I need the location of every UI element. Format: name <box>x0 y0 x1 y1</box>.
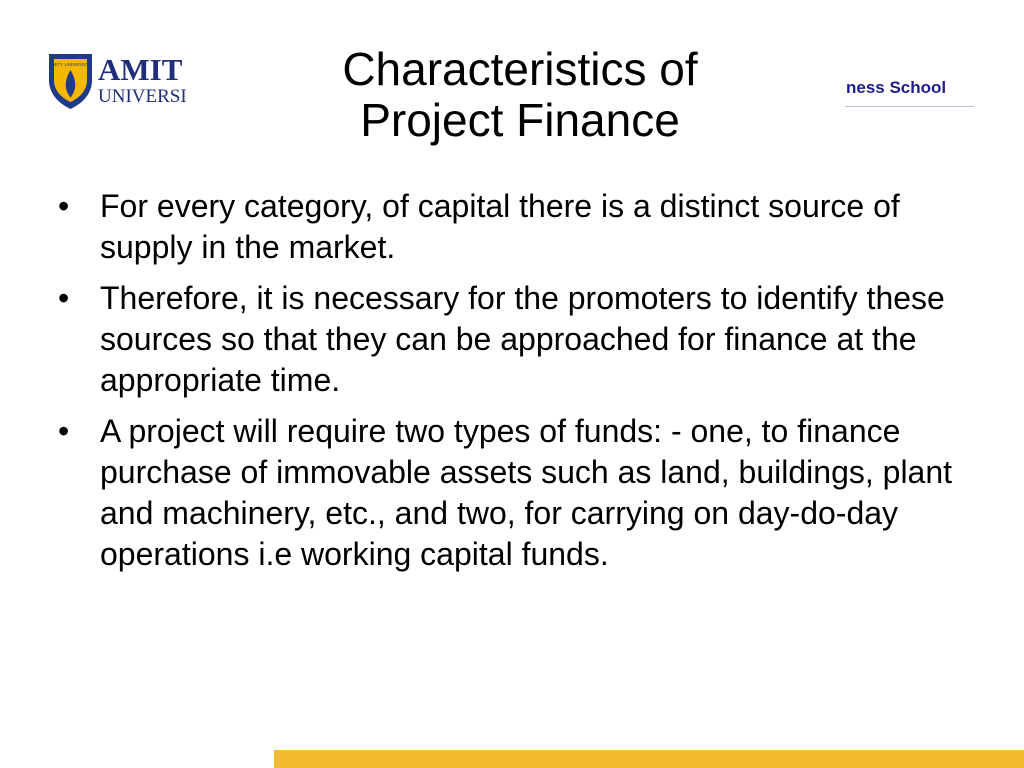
bullet-item <box>58 278 978 401</box>
amity-shield-icon <box>46 50 198 112</box>
logo-crest-text: AMITY UNIVERSITY <box>49 62 92 67</box>
slide-title-line2: Project Finance <box>360 94 680 146</box>
amity-university-logo <box>46 50 198 112</box>
bullet-marker: • <box>58 413 70 449</box>
slide-title <box>240 44 800 146</box>
school-label: ness School <box>846 78 947 97</box>
school-underline <box>845 106 974 107</box>
bullet-text: For every category, of capital there is a distinct source of supply in the market. <box>100 188 900 265</box>
footer-accent-bar <box>274 750 1024 768</box>
bullet-text: A project will require two types of funds: - one, to finance purchase of immovable assets such as land, buildings, plant and machinery, etc., and two, for carrying on day-do-day operations i.e working capital funds. <box>100 413 953 572</box>
bullet-item <box>58 411 978 575</box>
slide-title-line1: Characteristics of <box>342 43 698 95</box>
logo-name-line1: AMIT <box>98 52 183 87</box>
logo-name-line2: UNIVERSI <box>98 86 187 107</box>
bullet-list <box>58 186 978 585</box>
bullet-marker: • <box>58 280 70 316</box>
bullet-marker: • <box>58 188 70 224</box>
bullet-text: Therefore, it is necessary for the promoters to identify these sources so that they can be approached for finance at the appropriate time. <box>100 280 945 398</box>
bullet-item <box>58 186 978 268</box>
